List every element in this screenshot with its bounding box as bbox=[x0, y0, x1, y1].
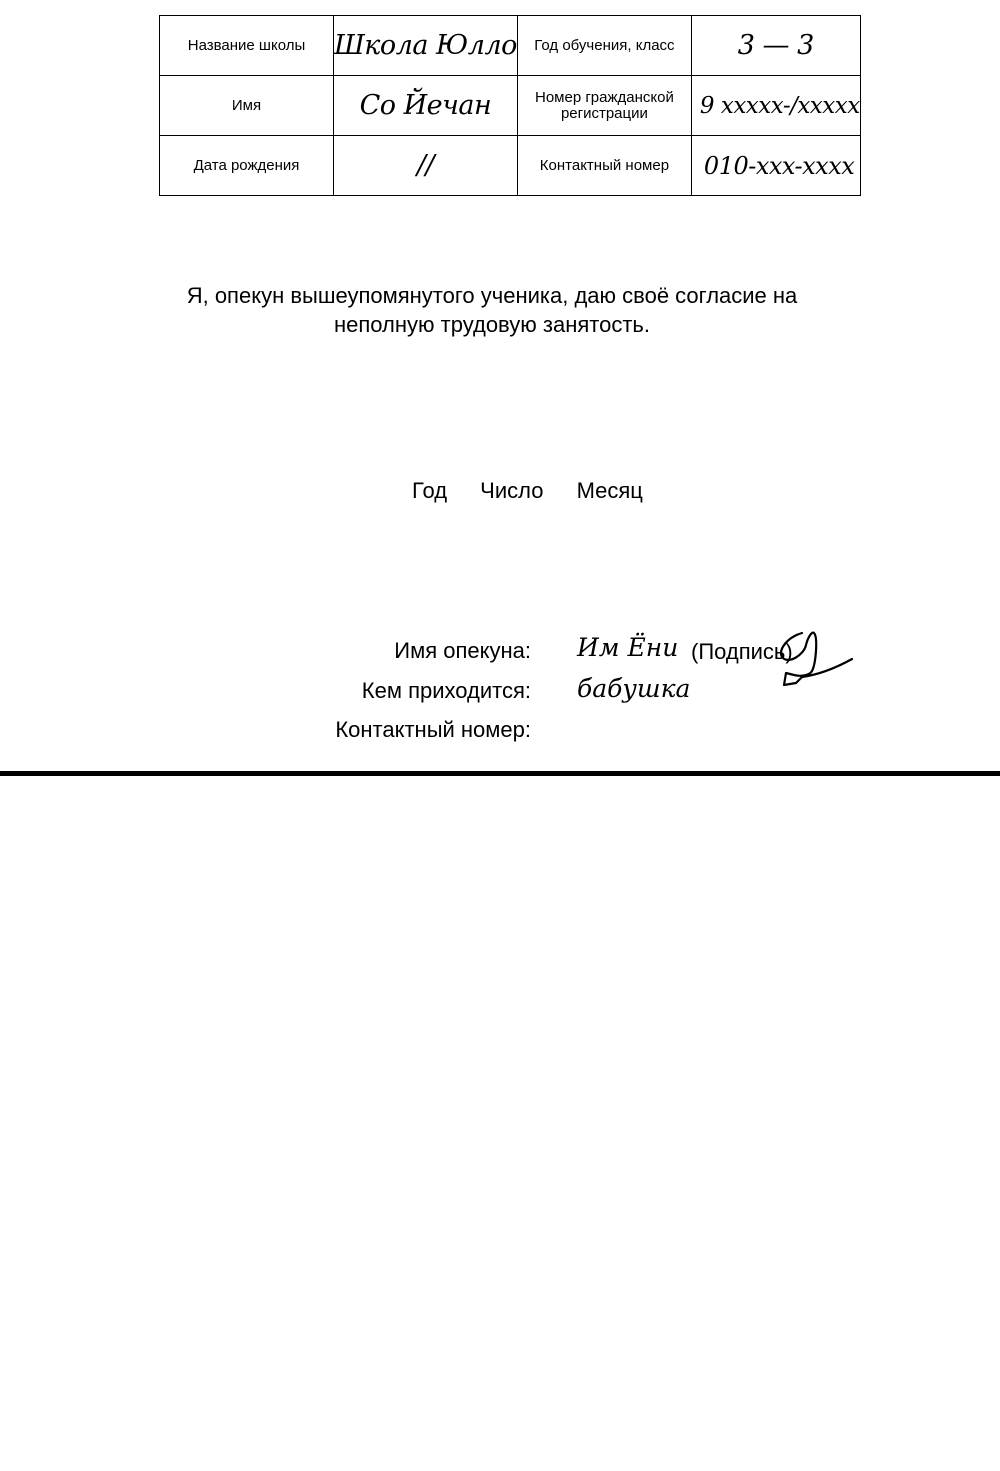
consent-statement: Я, опекун вышеупомянутого ученика, даю своё согласие на неполную трудовую занятость. bbox=[186, 283, 798, 337]
year-label: Год bbox=[412, 478, 448, 503]
birth-date-label: Дата рождения bbox=[160, 136, 334, 196]
student-name-label: Имя bbox=[160, 76, 334, 136]
guardian-name-value: Им Ёни bbox=[577, 633, 679, 662]
contact-number-value: 010-xxx-xxxx bbox=[691, 136, 860, 196]
panel-divider bbox=[0, 771, 1000, 776]
guardian-contact-label: Контактный номер: bbox=[335, 717, 531, 742]
signature-note: (Подпись) bbox=[691, 639, 793, 664]
student-name-value: Со Йечан bbox=[334, 76, 518, 136]
relation-value: бабушка bbox=[577, 674, 691, 703]
contact-number-label: Контактный номер bbox=[517, 136, 691, 196]
relation-label: Кем приходится: bbox=[361, 678, 531, 703]
table-row bbox=[160, 136, 861, 196]
student-info-table bbox=[159, 15, 861, 196]
birth-date-value: // bbox=[334, 136, 518, 196]
table-row bbox=[160, 16, 861, 76]
table-row bbox=[160, 76, 861, 136]
school-name-label: Название школы bbox=[160, 16, 334, 76]
guardian-name-label: Имя опекуна: bbox=[394, 638, 531, 663]
registration-number-value: 9 xxxxx-/xxxxx bbox=[691, 76, 860, 136]
day-label: Число bbox=[480, 478, 544, 503]
registration-number-label: Номер гражданской регистрации bbox=[517, 76, 691, 136]
month-label: Месяц bbox=[576, 478, 643, 503]
grade-class-value: 3 — 3 bbox=[691, 16, 860, 76]
grade-class-label: Год обучения, класс bbox=[517, 16, 691, 76]
date-line bbox=[412, 478, 643, 504]
handwritten-signature bbox=[776, 625, 856, 691]
school-name-value: Школа Юлло bbox=[334, 16, 518, 76]
